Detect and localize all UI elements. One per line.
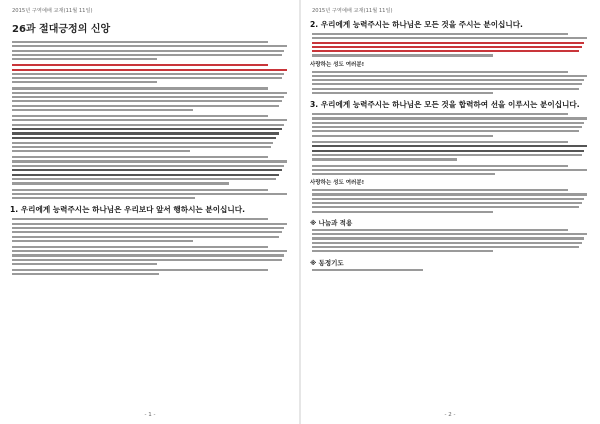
text-line (312, 154, 582, 156)
text-line (312, 79, 584, 81)
text-line (12, 64, 268, 66)
text-line (12, 96, 284, 98)
text-line (312, 113, 568, 115)
text-line (12, 273, 159, 275)
text-line (12, 227, 284, 229)
text-line (12, 100, 282, 102)
text-line (12, 169, 282, 171)
text-line (312, 229, 568, 231)
text-line (12, 223, 287, 225)
text-line (12, 156, 268, 158)
text-line (312, 42, 584, 44)
text-line (12, 124, 284, 126)
text-line (312, 173, 495, 175)
text-line (12, 69, 287, 71)
text-line (12, 92, 287, 94)
text-line (312, 92, 493, 94)
page-header: 2015년 구역예배 교재(11월 11일) (12, 8, 93, 14)
text-line (12, 132, 279, 134)
text-line (12, 54, 282, 56)
text-line (312, 189, 568, 191)
text-line (12, 231, 282, 233)
text-line (312, 237, 584, 239)
text-line (312, 206, 579, 208)
document-page-2 (304, 4, 596, 420)
text-line (12, 119, 287, 121)
text-line (12, 259, 282, 261)
text-block (12, 87, 290, 111)
text-line (312, 141, 568, 143)
text-line (12, 41, 268, 43)
text-line (12, 73, 284, 75)
text-line (12, 250, 287, 252)
sub-heading: 사랑하는 성도 여러분! (310, 61, 365, 68)
text-line (12, 263, 157, 265)
text-line (312, 50, 579, 52)
text-line (312, 198, 584, 200)
text-block (12, 64, 290, 83)
text-line (12, 240, 193, 242)
text-line (12, 193, 287, 195)
text-line (312, 88, 579, 90)
text-line (12, 105, 279, 107)
text-block (12, 115, 290, 152)
text-line (12, 254, 284, 256)
text-line (312, 75, 587, 77)
text-line (12, 109, 193, 111)
text-line (12, 189, 268, 191)
text-line (312, 211, 493, 213)
text-line (12, 218, 268, 220)
text-line (12, 174, 279, 176)
text-line (12, 236, 279, 238)
text-line (12, 165, 284, 167)
page-title: 26과 절대긍정의 신앙 (12, 24, 111, 35)
page-number: - 1 - (144, 412, 156, 418)
text-block (312, 229, 590, 253)
text-line (312, 83, 582, 85)
text-line (312, 158, 457, 160)
text-line (312, 126, 582, 128)
text-block (312, 113, 590, 137)
text-line (312, 169, 587, 171)
text-block (312, 71, 590, 95)
section-heading: 3. 우리에게 능력주시는 하나님은 모든 것을 합력하여 선을 이루시는 분이십니다. (310, 100, 580, 110)
text-line (12, 87, 268, 89)
text-line (12, 269, 268, 271)
text-block (12, 189, 290, 200)
text-block (12, 41, 290, 60)
page-gutter (299, 0, 301, 424)
text-line (312, 202, 582, 204)
text-line (12, 150, 190, 152)
sub-heading: 사랑하는 성도 여러분! (310, 180, 365, 187)
discussion-heading: ※ 나눔과 적용 (310, 218, 353, 227)
text-line (12, 246, 268, 248)
section-heading: 1. 우리에게 능력주시는 하나님은 우리보다 앞서 행하시는 분이십니다. (10, 205, 245, 215)
text-line (312, 130, 579, 132)
text-line (12, 160, 287, 162)
text-line (312, 193, 587, 195)
text-block (12, 246, 290, 265)
text-line (312, 242, 582, 244)
text-line (312, 122, 584, 124)
text-line (12, 197, 195, 199)
text-line (312, 150, 584, 152)
text-line (312, 135, 493, 137)
text-line (312, 71, 568, 73)
text-line (12, 178, 276, 180)
text-line (12, 137, 276, 139)
text-line (312, 33, 568, 35)
text-line (12, 81, 157, 83)
text-line (12, 115, 268, 117)
text-block (12, 269, 290, 275)
page-header: 2015년 구역예배 교재(11월 11일) (312, 8, 393, 14)
text-block (312, 165, 590, 176)
text-block (12, 218, 290, 242)
text-block (12, 156, 290, 184)
news-heading: ※ 동정기도 (310, 258, 344, 267)
text-line (312, 233, 587, 235)
text-line (12, 58, 157, 60)
text-line (12, 182, 229, 184)
text-line (312, 250, 493, 252)
text-block (312, 33, 590, 57)
text-block (312, 141, 590, 161)
text-line (312, 54, 493, 56)
text-line (12, 146, 271, 148)
section-heading: 2. 우리에게 능력주시는 하나님은 모든 것을 주시는 분이십니다. (310, 20, 523, 29)
text-line (12, 128, 282, 130)
text-block (312, 189, 590, 213)
text-line (312, 37, 587, 39)
text-line (12, 77, 282, 79)
text-line (312, 269, 423, 271)
text-line (312, 165, 568, 167)
text-line (312, 246, 579, 248)
page-number: - 2 - (444, 412, 456, 418)
text-block (312, 269, 590, 271)
document-page-1 (4, 4, 296, 420)
text-line (12, 45, 287, 47)
text-line (12, 50, 284, 52)
text-line (12, 142, 273, 144)
text-line (312, 46, 582, 48)
text-line (312, 117, 587, 119)
text-line (312, 145, 587, 147)
